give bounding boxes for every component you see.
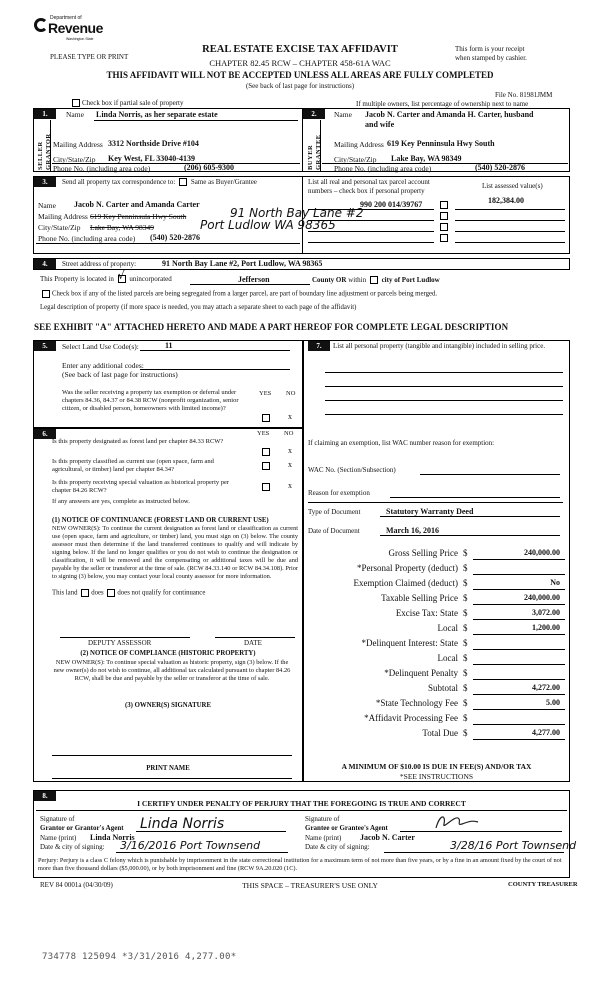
corr-name-label: Name bbox=[38, 201, 56, 210]
s5-no-header: NO bbox=[286, 390, 296, 397]
this-land-label: This land bbox=[52, 589, 78, 597]
current-use-no-mark: x bbox=[288, 460, 292, 469]
corr-name: Jacob N. Carter and Amanda Carter bbox=[74, 200, 200, 209]
tax-row-label: *Affidavit Processing Fee bbox=[364, 713, 458, 723]
logo bbox=[34, 12, 104, 50]
unincorporated-checkbox[interactable] bbox=[117, 269, 126, 283]
seller-name-label: Name bbox=[66, 110, 84, 119]
located-label: This Property is located in bbox=[40, 275, 114, 283]
corr-city-handwritten: Port Ludlow WA 98365 bbox=[200, 218, 336, 232]
s6-yes-header: YES bbox=[257, 430, 270, 437]
grantor-signature: Linda Norris bbox=[140, 816, 225, 832]
assessor-date-label: DATE bbox=[244, 639, 262, 647]
parcel-3-checkbox[interactable] bbox=[440, 223, 448, 231]
tax-calculation-table bbox=[303, 548, 570, 744]
additional-codes-note: (See back of last page for instructions) bbox=[62, 370, 178, 379]
dollar-sign: $ bbox=[463, 638, 468, 648]
section-5-badge: 5. bbox=[34, 341, 56, 351]
total-due-value: 4,277.00 bbox=[532, 728, 560, 737]
section-4-badge: 4. bbox=[34, 259, 56, 269]
parcel-1-checkbox[interactable] bbox=[440, 201, 448, 209]
grantor-name: Linda Norris bbox=[90, 833, 135, 842]
doc-type-label: Type of Document bbox=[308, 508, 361, 516]
city-of-label: city of Port Ludlow bbox=[381, 276, 440, 284]
buyer-name-1: Jacob N. Carter and Amanda H. Carter, husband bbox=[365, 110, 534, 119]
section-8-badge: 8. bbox=[34, 791, 56, 801]
grantee-date-city: 3/28/16 Port Townsend bbox=[450, 839, 577, 852]
s5-no-mark: x bbox=[288, 412, 292, 421]
grantee-sig-of: Signature of bbox=[305, 815, 340, 823]
revision-code: REV 84 0001a (04/30/09) bbox=[40, 881, 113, 889]
historic-no-mark: x bbox=[288, 481, 292, 490]
current-use-question: Is this property classified as current use (open space, farm and agricultural, or timber) land per chapter 84.34? bbox=[52, 458, 214, 473]
buyer-vertical-label: BUYER GRANTEE bbox=[307, 134, 322, 170]
buyer-mail: 619 Key Penninsula Hwy South bbox=[387, 139, 495, 148]
parcel-number: 990 200 014/39767 bbox=[360, 200, 423, 209]
receipt-note-2: when stamped by cashier. bbox=[455, 54, 527, 62]
fill-warning: THIS AFFIDAVIT WILL NOT BE ACCEPTED UNLESS ALL AREAS ARE FULLY COMPLETED bbox=[106, 70, 494, 80]
additional-codes-label: Enter any additional codes: bbox=[62, 361, 144, 370]
exemption-reason-label: Reason for exemption bbox=[308, 489, 370, 497]
dollar-sign: $ bbox=[463, 623, 468, 633]
see-back-note: (See back of last page for instructions) bbox=[245, 82, 355, 90]
assessed-header: List assessed value(s) bbox=[482, 182, 543, 190]
grantor-agent-label: Grantor or Grantor's Agent bbox=[40, 824, 124, 832]
does-not-checkbox[interactable] bbox=[107, 589, 115, 597]
check-mark-icon: √ bbox=[117, 269, 125, 283]
tax-row-label: Subtotal bbox=[427, 683, 458, 693]
grantee-name-label: Name (print) bbox=[305, 834, 342, 842]
receipt-note-1: This form is your receipt bbox=[455, 45, 525, 53]
historic-yes-checkbox[interactable] bbox=[262, 483, 270, 491]
grantor-sig-of: Signature of bbox=[40, 815, 75, 823]
tax-row-value: 240,000.00 bbox=[524, 548, 560, 557]
forest-yes-checkbox[interactable] bbox=[262, 448, 270, 456]
dollar-sign: $ bbox=[463, 728, 468, 738]
forest-no-mark: x bbox=[288, 446, 292, 455]
county-treasurer-label: COUNTY TREASURER bbox=[508, 881, 578, 888]
city-checkbox[interactable] bbox=[370, 276, 378, 284]
tax-row-label: Taxable Selling Price bbox=[381, 593, 458, 603]
tax-row-value: 3,072.00 bbox=[532, 608, 560, 617]
county-name: Jefferson bbox=[238, 275, 270, 284]
tax-row-label: Total Due bbox=[422, 728, 458, 738]
logo-state: Washington State bbox=[66, 37, 94, 41]
section-1-badge: 1. bbox=[34, 109, 56, 119]
tax-row-label: *Delinquent Interest: State bbox=[361, 638, 458, 648]
grantor-name-label: Name (print) bbox=[40, 834, 77, 842]
seller-phone-label: Phone No. (including area code) bbox=[53, 164, 151, 173]
tax-row-value: 4,272.00 bbox=[532, 683, 560, 692]
does-not-label: does not qualify for continuance bbox=[117, 589, 206, 597]
buyer-name-2: and wife bbox=[365, 120, 395, 129]
grantee-name: Jacob N. Carter bbox=[360, 833, 415, 842]
doc-date-label: Date of Document bbox=[308, 527, 360, 535]
seller-city-label: City/State/Zip bbox=[53, 155, 96, 164]
corr-mail-struck: 619 Key Penninsula Hwy South bbox=[90, 212, 187, 221]
s5-yes-header: YES bbox=[259, 390, 272, 397]
wac-label: WAC No. (Section/Subsection) bbox=[308, 466, 396, 474]
seller-name: Linda Norris, as her separate estate bbox=[96, 110, 218, 119]
grantor-date-label: Date & city of signing: bbox=[40, 843, 105, 851]
legal-description-label: Legal description of property (if more space is needed, you may attach a separate sheet to each page of the affidavit) bbox=[40, 304, 357, 311]
county-label: County OR bbox=[312, 276, 347, 284]
current-use-yes-checkbox[interactable] bbox=[262, 462, 270, 470]
land-use-label: Select Land Use Code(s): bbox=[62, 342, 139, 351]
grantor-date-city: 3/16/2016 Port Townsend bbox=[120, 839, 261, 852]
exhibit-a-note: SEE EXHIBIT "A" ATTACHED HERETO AND MADE A PART HEREOF FOR COMPLETE LEGAL DESCRIPTION bbox=[34, 322, 509, 332]
dollar-sign: $ bbox=[463, 668, 468, 678]
dollar-sign: $ bbox=[463, 713, 468, 723]
notice-compliance-title: (2) NOTICE OF COMPLIANCE (HISTORIC PROPERTY) bbox=[80, 650, 256, 657]
dollar-sign: $ bbox=[463, 683, 468, 693]
location-row bbox=[40, 269, 172, 283]
dollar-sign: $ bbox=[463, 563, 468, 573]
doc-date: March 16, 2016 bbox=[386, 526, 439, 535]
tax-row-label: Local bbox=[437, 623, 458, 633]
exemption-claim-label: If claiming an exemption, list WAC number reason for exemption: bbox=[308, 439, 495, 447]
historic-question: Is this property receiving special valuation as historical property per chapter 84.26 RCW? bbox=[52, 479, 230, 494]
section-6-badge: 6. bbox=[34, 429, 56, 439]
buyer-mail-label: Mailing Address bbox=[334, 140, 384, 149]
qualify-row bbox=[52, 589, 205, 598]
grantee-date-label: Date & city of signing: bbox=[305, 843, 370, 851]
parcel-header-2: numbers – check box if personal property bbox=[308, 187, 425, 195]
seller-city: Key West, FL 33040-4139 bbox=[108, 154, 195, 163]
land-use-code: 11 bbox=[165, 341, 173, 350]
dollar-sign: $ bbox=[463, 548, 468, 558]
grantee-signature-icon bbox=[432, 812, 482, 832]
parcel-4-checkbox[interactable] bbox=[440, 234, 448, 242]
forest-land-question: Is this property designated as forest land per chapter 84.33 RCW? bbox=[52, 438, 224, 445]
dollar-sign: $ bbox=[463, 578, 468, 588]
tax-row-value: 1,200.00 bbox=[532, 623, 560, 632]
yes-instruction: If any answers are yes, complete as instructed below. bbox=[52, 498, 190, 505]
tax-correspondence-row bbox=[62, 178, 257, 186]
dollar-sign: $ bbox=[463, 608, 468, 618]
type-print-note: PLEASE TYPE OR PRINT bbox=[50, 53, 129, 61]
tax-row-value: 5.00 bbox=[546, 698, 560, 707]
deputy-assessor-label: DEPUTY ASSESSOR bbox=[88, 639, 152, 647]
file-number: File No. 81981JMM bbox=[495, 91, 553, 99]
section-2-badge: 2. bbox=[303, 109, 325, 119]
segregation-label: Check box if any of the listed parcels are being segregated from a larger parcel, are part of boundary line adjustment or parcels being merged. bbox=[52, 290, 438, 298]
notice-continuance-body: NEW OWNER(S): To continue the current designation as forest land or classification as current use (open space, farm and agriculture, or timber) land, you must sign on (3) below. The county assessor must then determine if the land transferred continues to qualify and will indicate by signing below. If the land no longer qualifies or you do not wish to continue the designation or classification, it will be removed and the compensating or additional taxes will be due and payable by the seller or transferor at the time of sale. (RCW 84.33.140 or RCW 84.34.108). Prior to signing (3) below, you may contact your local county assessor for more information. bbox=[52, 525, 298, 581]
segregation-row bbox=[40, 290, 437, 299]
corr-city-struck: Lake Bay, WA 98349 bbox=[90, 223, 154, 232]
doc-type: Statutory Warranty Deed bbox=[386, 507, 474, 516]
county-or-row bbox=[312, 276, 440, 284]
corr-phone-label: Phone No. (including area code) bbox=[38, 234, 136, 243]
corr-city-label: City/State/Zip bbox=[38, 223, 81, 232]
notice-continuance-title: (1) NOTICE OF CONTINUANCE (FOREST LAND OR CURRENT USE) bbox=[52, 517, 269, 524]
see-instructions-note: *SEE INSTRUCTIONS bbox=[399, 772, 474, 781]
buyer-name-label: Name bbox=[334, 110, 352, 119]
corr-mail-label: Mailing Address bbox=[38, 212, 88, 221]
buyer-phone-label: Phone No. (including area code) bbox=[334, 164, 432, 173]
tax-row-label: Excise Tax: State bbox=[395, 608, 458, 618]
grantee-agent-label: Grantee or Grantee's Agent bbox=[305, 824, 388, 832]
tax-row-label: *Personal Property (deduct) bbox=[357, 563, 458, 573]
minimum-fee-note: A MINIMUM OF $10.00 IS DUE IN FEE(S) AND/OR TAX bbox=[341, 762, 532, 771]
treasurer-use-note: THIS SPACE – TREASURER'S USE ONLY bbox=[242, 881, 378, 890]
tax-row-value: 240,000.00 bbox=[524, 593, 560, 602]
notice-compliance-body: NEW OWNER(S): To continue special valuation as historic property, sign (3) below. If the new owner(s) do not wish to continue, all additional tax calculated pursuant to chapter 84.26 RCW, shall be due and payable by the seller or transferor at the time of sale. bbox=[53, 659, 291, 683]
corr-mail-handwritten: 91 North Bay Lane #2 bbox=[230, 206, 364, 220]
form-title: REAL ESTATE EXCISE TAX AFFIDAVIT bbox=[202, 44, 398, 55]
partial-sale-row bbox=[70, 99, 183, 107]
tax-row-label: *State Technology Fee bbox=[375, 698, 458, 708]
seller-mail-label: Mailing Address bbox=[53, 140, 103, 149]
street-label: Street address of property: bbox=[62, 260, 137, 268]
partial-sale-checkbox[interactable] bbox=[72, 99, 80, 107]
s6-no-header: NO bbox=[284, 430, 294, 437]
certify-statement: I CERTIFY UNDER PENALTY OF PERJURY THAT THE FOREGOING IS TRUE AND CORRECT bbox=[137, 799, 466, 808]
buyer-city: Lake Bay, WA 98349 bbox=[391, 154, 462, 163]
same-as-buyer-label: Same as Buyer/Grantee bbox=[190, 178, 257, 186]
segregation-checkbox[interactable] bbox=[42, 290, 50, 298]
buyer-city-label: City/State/Zip bbox=[334, 155, 377, 164]
form-subtitle: CHAPTER 82.45 RCW – CHAPTER 458-61A WAC bbox=[209, 58, 391, 68]
print-name-label: PRINT NAME bbox=[146, 765, 190, 772]
logo-name: Revenue bbox=[48, 20, 103, 36]
owner-signature-label: (3) OWNER(S) SIGNATURE bbox=[125, 702, 211, 709]
logo-mark-icon bbox=[34, 18, 48, 32]
tax-row-label: Exemption Claimed (deduct) bbox=[353, 578, 458, 588]
exemption-question: Was the seller receiving a property tax exemption or deferral under chapters 84.36, 84.37 or 84.38 RCW (nonprofit organization, senior citizen, or disabled person, homeowners with limited income)? bbox=[62, 389, 239, 413]
tax-row-label: *Delinquent Penalty bbox=[384, 668, 458, 678]
buyer-phone: (540) 520-2876 bbox=[475, 163, 525, 172]
parcel-header-1: List all real and personal tax parcel account bbox=[308, 178, 430, 186]
personal-property-label: List all personal property (tangible and intangible) included in selling price. bbox=[333, 342, 546, 350]
treasurer-stamp: 734778 125094 *3/31/2016 4,277.00* bbox=[42, 952, 237, 962]
section-3-badge: 3. bbox=[34, 177, 56, 187]
s5-yes-checkbox[interactable] bbox=[262, 414, 270, 422]
same-as-buyer-checkbox[interactable] bbox=[179, 178, 187, 186]
unincorporated-label: unincorporated bbox=[129, 275, 172, 283]
perjury-notice: Perjury: Perjury is a class C felony which is punishable by imprisonment in the state correctional institution for a maximum term of not more than five years, or by a fine in an amount fixed by the court of not more than five thousand dollars ($5,000.00), or by both imprisonment and fine (RCW 9A.20.020 (1C). bbox=[38, 857, 562, 872]
tax-row-label: Local bbox=[437, 653, 458, 663]
send-correspondence-label: Send all property tax correspondence to: bbox=[62, 178, 176, 186]
assessed-value: 182,384.00 bbox=[488, 196, 524, 205]
parcel-2-checkbox[interactable] bbox=[440, 212, 448, 220]
logo-dept: Department of bbox=[50, 15, 82, 21]
does-label: does bbox=[91, 589, 104, 597]
partial-sale-label: Check box if partial sale of property bbox=[82, 99, 184, 107]
seller-phone: (206) 605-9300 bbox=[184, 163, 234, 172]
corr-phone: (540) 520-2876 bbox=[150, 233, 200, 242]
within-label: within bbox=[348, 276, 367, 284]
property-street: 91 North Bay Lane #2, Port Ludlow, WA 98365 bbox=[162, 259, 323, 268]
multiple-owners-note: If multiple owners, list percentage of ownership next to name bbox=[356, 100, 529, 108]
dollar-sign: $ bbox=[463, 653, 468, 663]
dollar-sign: $ bbox=[463, 698, 468, 708]
seller-mail: 3312 Northside Drive #104 bbox=[108, 139, 199, 148]
does-checkbox[interactable] bbox=[81, 589, 89, 597]
dollar-sign: $ bbox=[463, 593, 468, 603]
seller-vertical-label: SELLER GRANTOR bbox=[37, 133, 52, 170]
section-7-badge: 7. bbox=[308, 341, 330, 351]
tax-row-label: Gross Selling Price bbox=[388, 548, 458, 558]
tax-row-value: No bbox=[550, 578, 560, 587]
